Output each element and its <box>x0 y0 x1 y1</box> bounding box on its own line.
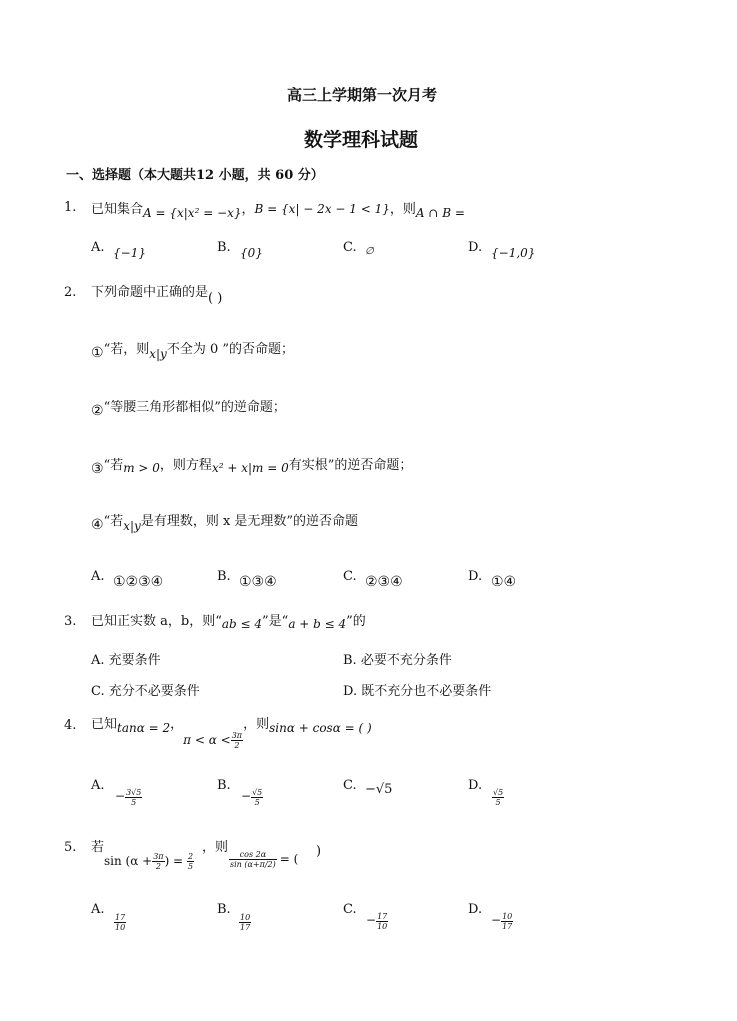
q4-d-frac <box>492 788 504 807</box>
q2-statement-2 <box>91 396 286 419</box>
q2-option-a-value: ①②③④ <box>113 574 164 590</box>
q4-b-num: √5 <box>252 788 263 797</box>
q5-cond-rden: 5 <box>187 862 194 871</box>
q3-math-1: ab ≤ 4 <box>221 617 263 631</box>
q5-option-d-value <box>491 912 513 931</box>
q3-option-b: B. 必要不充分条件 <box>343 653 452 668</box>
q5-cond-rnum: 2 <box>187 852 194 861</box>
q4-a-den: 5 <box>131 798 137 807</box>
q2-s3-math1: m > 0 <box>123 461 160 475</box>
q5-expr-num: cos 2α <box>229 850 277 860</box>
q1-target: A ∩ B = <box>415 206 465 220</box>
q2-s1-a: “若，则 <box>103 342 150 357</box>
q5-option-d-label: D. <box>468 902 483 917</box>
q1-then: ，则 <box>389 202 416 217</box>
q5-expr-den: sin (α+π/2) <box>230 860 276 869</box>
q4-option-a-label: A. <box>91 778 105 793</box>
q2-mark-4: ④ <box>91 517 104 533</box>
q4-b-den: 5 <box>254 798 260 807</box>
q1-set-b: B = {x| − 2x − 1 < 1} <box>254 202 390 216</box>
q4-range-num: 3π <box>231 731 243 740</box>
question-2-stem <box>91 281 223 306</box>
q3-math-2: a + b ≤ 4 <box>288 617 347 631</box>
q4-option-b-label: B. <box>217 778 231 793</box>
q5-cond-rfrac <box>187 852 194 871</box>
q2-statement-1 <box>91 338 294 361</box>
q3-option-c: C. 充分不必要条件 <box>91 684 200 699</box>
q5-d-frac <box>501 912 513 931</box>
q2-option-b-label: B. <box>217 569 231 584</box>
q4-option-d-label: D. <box>468 778 483 793</box>
q4-a-sign: − <box>115 789 126 803</box>
q4-math-1: tanα = 2 <box>117 721 171 735</box>
q5-option-c-value <box>366 912 388 931</box>
q5-option-c-label: C. <box>343 902 357 917</box>
q4-range-den: 2 <box>234 741 240 750</box>
q2-paren: ( ) <box>208 291 223 306</box>
q4-a-num: 3√5 <box>126 788 142 797</box>
q5-expression <box>229 850 298 869</box>
q2-s4-b: 是有理数，则 x 是无理数”的逆否命题 <box>140 514 359 529</box>
q2-option-b-value: ①③④ <box>239 574 277 590</box>
q5-a-den: 10 <box>115 923 126 932</box>
q4-b-frac <box>251 788 263 807</box>
q3-option-d: D. 既不充分也不必要条件 <box>343 684 492 699</box>
q2-s3-b: ，则方程 <box>159 458 212 473</box>
q1-option-d-label: D. <box>468 240 483 255</box>
q4-b-sign: − <box>241 789 252 803</box>
q5-b-num: 10 <box>240 913 251 922</box>
q1-sep: ， <box>241 202 255 217</box>
q2-statement-3 <box>91 454 413 477</box>
q4-range-frac <box>231 731 243 750</box>
q2-s3-a: “若 <box>103 458 124 473</box>
q2-mark-2: ② <box>91 403 104 419</box>
q5-option-a-value <box>114 912 126 932</box>
q2-stem-text: 下列命题中正确的是 <box>91 285 209 300</box>
q3-option-a: A. 充要条件 <box>91 653 161 668</box>
q5-cond-frac <box>152 852 164 871</box>
q3-stem-b: ”是“ <box>262 614 289 629</box>
q1-option-a-label: A. <box>91 240 105 255</box>
question-3-stem <box>91 610 366 629</box>
q5-c-sign: − <box>366 913 377 927</box>
q5-d-num: 10 <box>502 912 513 921</box>
q5-condition <box>104 852 194 871</box>
exam-title: 高三上学期第一次月考 <box>287 86 438 104</box>
q1-option-d-value: {−1,0} <box>491 246 536 260</box>
q5-cond-num: 3π <box>153 852 164 861</box>
q2-s3-c: 有实根”的逆否命题； <box>288 458 413 473</box>
q2-s4-math: x|y <box>123 519 141 533</box>
q2-statement-4 <box>91 510 359 533</box>
q5-c-frac <box>376 912 388 931</box>
q3-stem-a: 已知正实数 a，b，则“ <box>91 614 222 629</box>
question-1-number: 1. <box>64 200 77 215</box>
q5-d-den: 17 <box>502 922 513 931</box>
q5-option-b-label: B. <box>217 902 231 917</box>
q1-option-b-value: {0} <box>240 246 263 260</box>
q1-stem-text: 已知集合 <box>91 202 144 217</box>
q5-option-a-label: A. <box>91 902 105 917</box>
q4-math-2: sinα + cosα = ( ) <box>269 721 372 735</box>
q2-s1-b: 不全为 0 ”的否命题； <box>166 342 294 357</box>
q5-cond-den: 2 <box>155 862 161 871</box>
q5-cond-b: ) = <box>164 854 184 868</box>
q5-c-den: 10 <box>377 922 388 931</box>
q4-then: ，则 <box>243 717 270 732</box>
q5-cond-a: sin (α + <box>104 854 153 868</box>
q2-s4-a: “若 <box>103 514 124 529</box>
section-heading: 一、选择题（本大题共12 小题，共 60 分） <box>66 168 324 183</box>
subject-title: 数学理科试题 <box>304 129 419 151</box>
q1-option-b-label: B. <box>217 240 231 255</box>
q4-range <box>183 731 243 750</box>
q4-option-a-value <box>115 788 142 807</box>
q4-d-num: √5 <box>493 788 504 797</box>
q5-expr-eq: = ( <box>279 852 299 866</box>
q4-option-d-value <box>492 788 504 807</box>
q1-option-a-value: {−1} <box>113 246 146 260</box>
q1-option-c-label: C. <box>343 240 357 255</box>
question-3-number: 3. <box>64 614 77 629</box>
q5-b-frac <box>239 913 251 932</box>
q1-set-a: A = {x|x² = −x} <box>143 206 242 220</box>
q2-mark-1: ① <box>91 345 104 361</box>
q5-d-sign: − <box>491 913 502 927</box>
q5-c-num: 17 <box>377 912 388 921</box>
q2-option-d-value: ①④ <box>491 574 517 590</box>
q2-mark-3: ③ <box>91 461 104 477</box>
q4-stem-a: 已知 <box>91 717 118 732</box>
q4-option-b-value <box>241 788 263 807</box>
question-5-number: 5. <box>64 840 77 855</box>
q4-sep: ， <box>170 717 184 732</box>
q2-s2-a: “等腰三角形都相似”的逆命题； <box>103 400 286 415</box>
q1-option-c-value: ∅ <box>365 246 374 257</box>
q3-stem-c: ”的 <box>346 614 366 629</box>
q4-d-den: 5 <box>495 798 501 807</box>
q5-a-frac <box>114 913 126 932</box>
q2-option-a-label: A. <box>91 569 105 584</box>
q5-option-b-value <box>239 912 251 932</box>
q4-option-c-label: C. <box>343 778 357 793</box>
q4-option-c-value: −√5 <box>365 782 393 797</box>
question-2-number: 2. <box>64 285 77 300</box>
q5-then: ，则 <box>202 840 229 855</box>
q2-option-c-value: ②③④ <box>365 574 403 590</box>
question-5-stem-a: 若 <box>91 840 105 855</box>
q2-s1-math: x|y <box>149 347 167 361</box>
q4-a-frac <box>125 788 142 807</box>
q4-range-a: π < α < <box>183 733 231 747</box>
q2-option-c-label: C. <box>343 569 357 584</box>
question-4-number: 4. <box>64 718 77 733</box>
q2-option-d-label: D. <box>468 569 483 584</box>
q5-b-den: 17 <box>240 923 251 932</box>
q2-s3-math2: x² + x|m = 0 <box>211 461 289 475</box>
q5-paren-close: ) <box>316 844 322 859</box>
q5-expr-frac <box>229 850 277 869</box>
q5-a-num: 17 <box>115 913 126 922</box>
question-1-stem <box>91 198 465 220</box>
